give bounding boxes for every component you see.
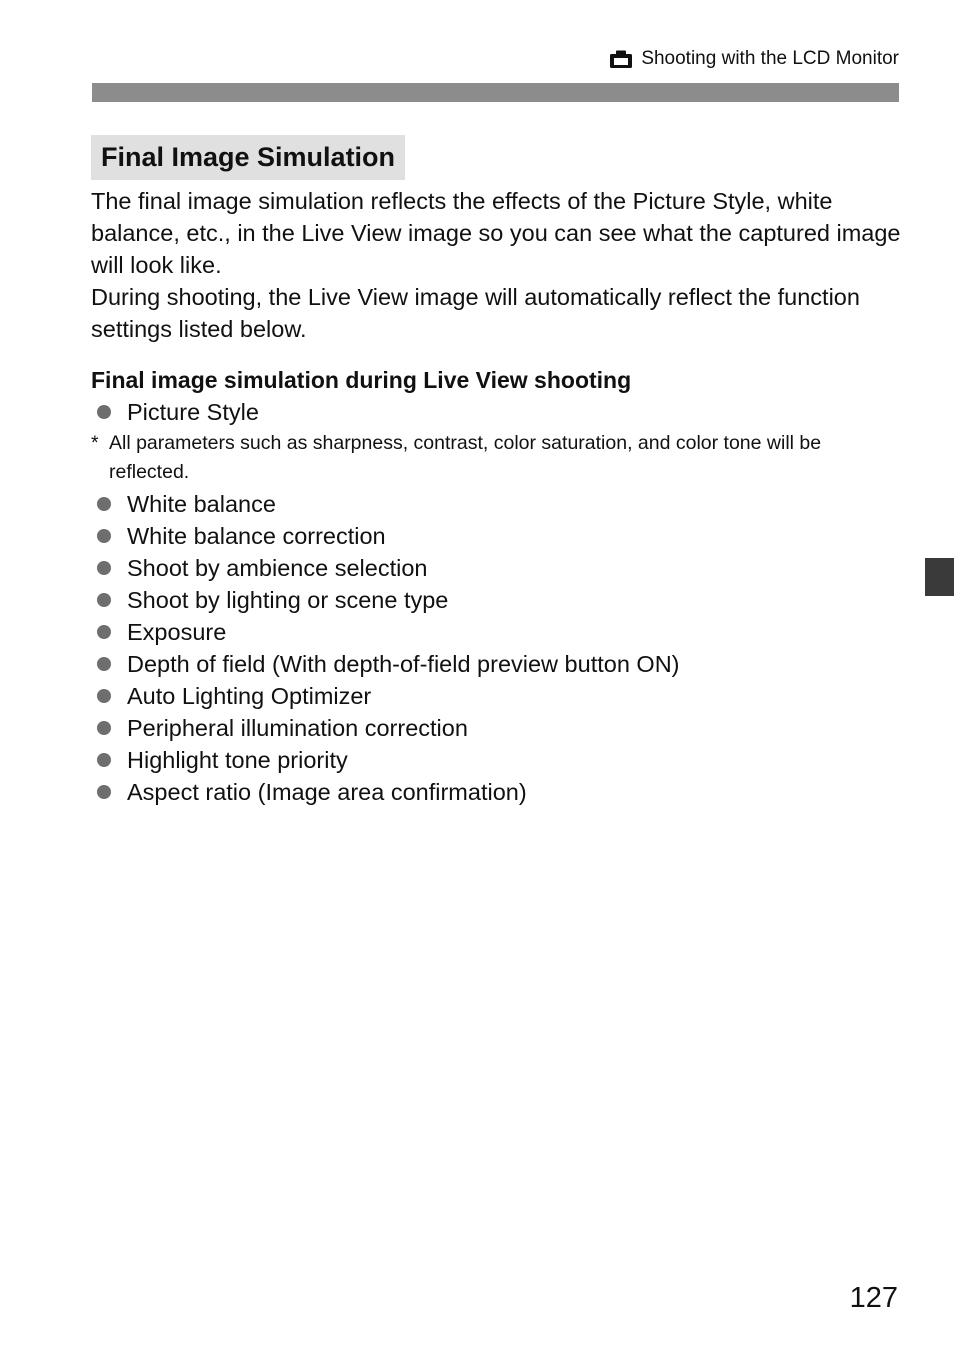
list-item <box>91 744 903 776</box>
camera-icon <box>609 50 633 69</box>
list-item-label: Auto Lighting Optimizer <box>127 683 372 709</box>
page-number: 127 <box>849 1282 898 1314</box>
bullet-icon <box>97 529 111 543</box>
list-item <box>91 648 903 680</box>
header-bar <box>92 83 899 102</box>
list-item <box>91 552 903 584</box>
list-item <box>91 488 903 520</box>
list-item-label: Exposure <box>127 619 227 645</box>
bullet-icon <box>97 497 111 511</box>
list-item-label: Shoot by ambience selection <box>127 555 428 581</box>
list-item-label: White balance correction <box>127 523 386 549</box>
footnote-marker: * <box>91 432 99 454</box>
list-item-label: Aspect ratio (Image area confirmation) <box>127 779 527 805</box>
bullet-icon <box>97 405 111 419</box>
intro-paragraph-1: The final image simulation reflects the effects of the Picture Style, white balance, etc., in the Live View image so you can see what the captured image will look like. <box>91 188 901 278</box>
list-item-label: Peripheral illumination correction <box>127 715 468 741</box>
footnote <box>91 429 903 487</box>
list-item <box>91 396 903 428</box>
bullet-icon <box>97 721 111 735</box>
footnote-text: All parameters such as sharpness, contrast, color saturation, and color tone will be reflected. <box>109 432 822 483</box>
settings-list <box>91 396 903 808</box>
list-item <box>91 520 903 552</box>
list-item <box>91 712 903 744</box>
bullet-icon <box>97 785 111 799</box>
running-header <box>609 48 899 70</box>
intro-text <box>91 185 903 345</box>
list-item-label: Depth of field (With depth-of-field preview button ON) <box>127 651 680 677</box>
list-item <box>91 584 903 616</box>
bullet-icon <box>97 561 111 575</box>
list-item-label: Shoot by lighting or scene type <box>127 587 449 613</box>
list-item-label: White balance <box>127 491 276 517</box>
chapter-tab <box>925 558 954 596</box>
section-title-text: Final Image Simulation <box>101 142 396 172</box>
bullet-icon <box>97 625 111 639</box>
bullet-icon <box>97 657 111 671</box>
bullet-icon <box>97 753 111 767</box>
list-item-label: Picture Style <box>127 399 259 425</box>
list-item-label: Highlight tone priority <box>127 747 348 773</box>
list-item <box>91 616 903 648</box>
list-item <box>91 680 903 712</box>
bullet-icon <box>97 689 111 703</box>
bullet-icon <box>97 593 111 607</box>
intro-paragraph-2: During shooting, the Live View image will automatically reflect the function settings listed below. <box>91 284 860 342</box>
sub-heading: Final image simulation during Live View shooting <box>91 367 632 393</box>
header-title: Shooting with the LCD Monitor <box>641 48 899 69</box>
list-item <box>91 776 903 808</box>
section-title <box>91 135 405 180</box>
